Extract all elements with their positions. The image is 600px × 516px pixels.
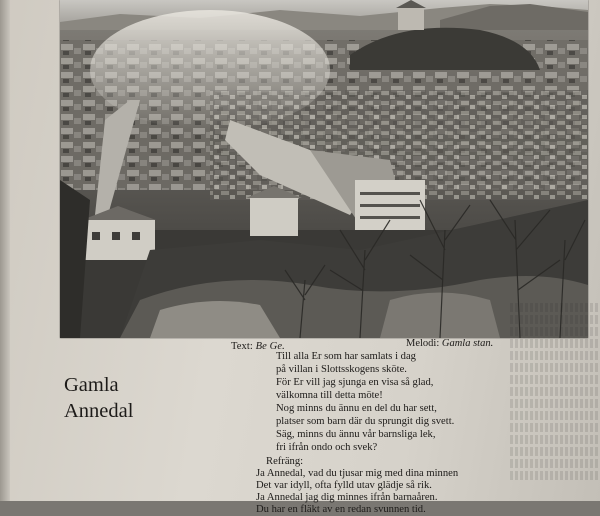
page-gutter [0, 0, 10, 501]
verse-line: Nog minns du ännu en del du har sett, [276, 403, 437, 414]
song-title-line-1: Gamla [64, 374, 119, 396]
melody-credit-label: Melodi: [406, 338, 440, 349]
song-title [64, 372, 133, 424]
melody-credit-title: Gamla stan. [441, 338, 494, 349]
refrain-label: Refräng: [266, 456, 304, 467]
verse-line: Till alla Er som har samlats i dag [276, 351, 416, 362]
photo-illustration [60, 0, 588, 338]
verse-line: fri ifrån ondo och svek? [276, 442, 378, 453]
verse-line: För Er vill jag sjunga en visa så glad, [276, 377, 434, 388]
verse-line: välkomna till detta möte! [276, 390, 383, 401]
verse-line: platser som barn där du sprungit dig svett. [276, 416, 455, 427]
bleed-through-text [510, 300, 600, 500]
text-credit-author: Be Ge. [255, 341, 285, 352]
verse-line: på villan i Slottsskogens sköte. [276, 364, 407, 375]
song-title-line-2: Annedal [64, 400, 134, 422]
verse-line: Säg, minns du ännu vår barnsliga lek, [276, 429, 436, 440]
refrain-line: Ja Annedal, vad du tjusar mig med dina minnen [256, 468, 459, 479]
refrain-line: Ja Annedal jag dig minnes ifrån barnaåren. [256, 492, 438, 503]
city-photograph [60, 0, 588, 338]
text-credit-label: Text: [231, 341, 253, 352]
refrain-line: Du har en fläkt av en redan svunnen tid. [256, 504, 426, 515]
melody-credit [406, 338, 493, 349]
refrain-line: Det var idyll, ofta fylld utav glädje så rik. [256, 480, 432, 491]
